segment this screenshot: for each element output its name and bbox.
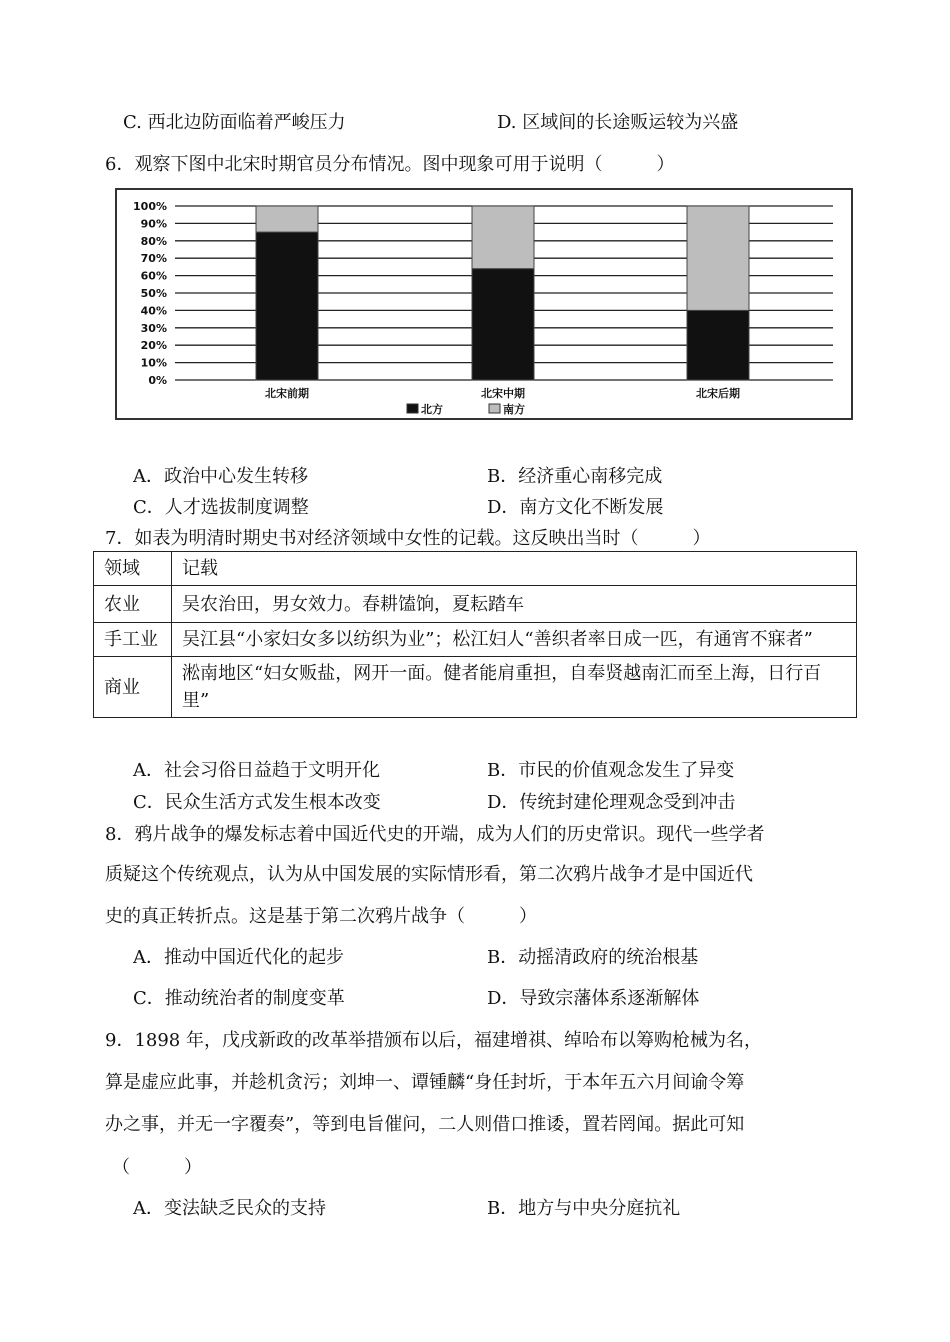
x-tick-label: 北宋前期 <box>265 387 309 400</box>
y-tick-label: 60% <box>140 269 167 283</box>
q5-option-d: D. 区域间的长途贩运较为兴盛 <box>497 112 739 133</box>
row-record: 吴农治田，男女效力。春耕馌饷，夏耘踏车 <box>172 586 857 623</box>
legend-swatch <box>489 404 500 413</box>
y-tick-label: 20% <box>140 339 167 353</box>
q6-option-b: B．经济重心南移完成 <box>487 466 663 487</box>
q6-option-c: C．人才选拔制度调整 <box>133 497 309 518</box>
y-tick-label: 100% <box>133 200 167 213</box>
table-row <box>94 623 857 657</box>
y-tick-label: 80% <box>140 234 167 248</box>
y-tick-label: 40% <box>140 304 167 318</box>
row-record: 淞南地区“妇女贩盐，网开一面。健者能肩重担，自奉贤越南汇而至上海，日行百里” <box>172 657 857 718</box>
table-row <box>94 657 857 718</box>
q9-option-b: B．地方与中央分庭抗礼 <box>487 1198 681 1219</box>
records-table <box>93 551 857 718</box>
q6-option-a: A．政治中心发生转移 <box>133 466 308 487</box>
x-tick-label: 北宋后期 <box>696 387 740 400</box>
legend-swatch <box>407 404 418 413</box>
q6-option-d: D．南方文化不断发展 <box>487 497 664 518</box>
header-field: 领域 <box>94 552 172 586</box>
q9-option-a: A．变法缺乏民众的支持 <box>133 1198 326 1219</box>
q8-option-a: A．推动中国近代化的起步 <box>133 947 344 968</box>
q9-line-1: 9．1898 年，戊戌新政的改革举措颁布以后，福建增祺、绰哈布以筹购枪械为名， <box>105 1030 762 1051</box>
q8-option-b: B．动摇清政府的统治根基 <box>487 947 699 968</box>
x-tick-label: 北宋中期 <box>481 387 525 400</box>
officials-distribution-chart <box>115 188 853 420</box>
q8-line-2: 质疑这个传统观点，认为从中国发展的实际情形看，第二次鸦片战争才是中国近代 <box>105 864 753 885</box>
q7-option-a: A．社会习俗日益趋于文明开化 <box>133 760 380 781</box>
table-header-row <box>94 552 857 586</box>
row-field: 农业 <box>94 586 172 623</box>
q8-line-1: 8．鸦片战争的爆发标志着中国近代史的开端，成为人们的历史常识。现代一些学者 <box>105 824 765 845</box>
y-tick-label: 0% <box>148 374 167 387</box>
q7-option-b: B．市民的价值观念发生了异变 <box>487 760 735 781</box>
bar-segment-north <box>687 310 749 380</box>
table-row <box>94 586 857 623</box>
legend-label: 北方 <box>421 403 443 416</box>
q9-line-3: 办之事，并无一字覆奏”，等到电旨催问，二人则借口推诿，置若罔闻。据此可知 <box>105 1114 745 1135</box>
q9-line-2: 算是虚应此事，并趁机贪污；刘坤一、谭锺麟“身任封圻，于本年五六月间谕令筹 <box>105 1072 745 1093</box>
bar-segment-south <box>472 206 534 269</box>
q8-option-c: C．推动统治者的制度变革 <box>133 988 345 1009</box>
y-tick-label: 70% <box>140 252 167 266</box>
y-tick-label: 90% <box>140 217 167 231</box>
q8-option-d: D．导致宗藩体系逐渐解体 <box>487 988 700 1009</box>
q9-line-4: （ ） <box>112 1157 202 1178</box>
bar-segment-north <box>256 232 318 380</box>
q8-line-3: 史的真正转折点。这是基于第二次鸦片战争（ ） <box>105 906 537 927</box>
y-tick-label: 50% <box>140 287 167 300</box>
bar-segment-south <box>256 206 318 232</box>
q6-stem: 6．观察下图中北宋时期官员分布情况。图中现象可用于说明（ ） <box>105 154 675 175</box>
q7-option-d: D．传统封建伦理观念受到冲击 <box>487 792 736 813</box>
q5-option-c: C. 西北边防面临着严峻压力 <box>123 112 346 133</box>
bar-segment-north <box>472 269 534 380</box>
row-field: 手工业 <box>94 623 172 657</box>
q7-option-c: C．民众生活方式发生根本改变 <box>133 792 381 813</box>
chart-canvas <box>117 190 851 418</box>
row-field: 商业 <box>94 657 172 718</box>
header-record: 记载 <box>172 552 857 586</box>
y-tick-label: 10% <box>140 356 167 370</box>
bar-segment-south <box>687 206 749 310</box>
legend-label: 南方 <box>503 403 525 416</box>
row-record: 吴江县“小家妇女多以纺织为业”；松江妇人“善织者率日成一匹，有通宵不寐者” <box>172 623 857 657</box>
q7-stem: 7．如表为明清时期史书对经济领域中女性的记载。这反映出当时（ ） <box>105 528 711 549</box>
y-tick-label: 30% <box>140 321 167 335</box>
